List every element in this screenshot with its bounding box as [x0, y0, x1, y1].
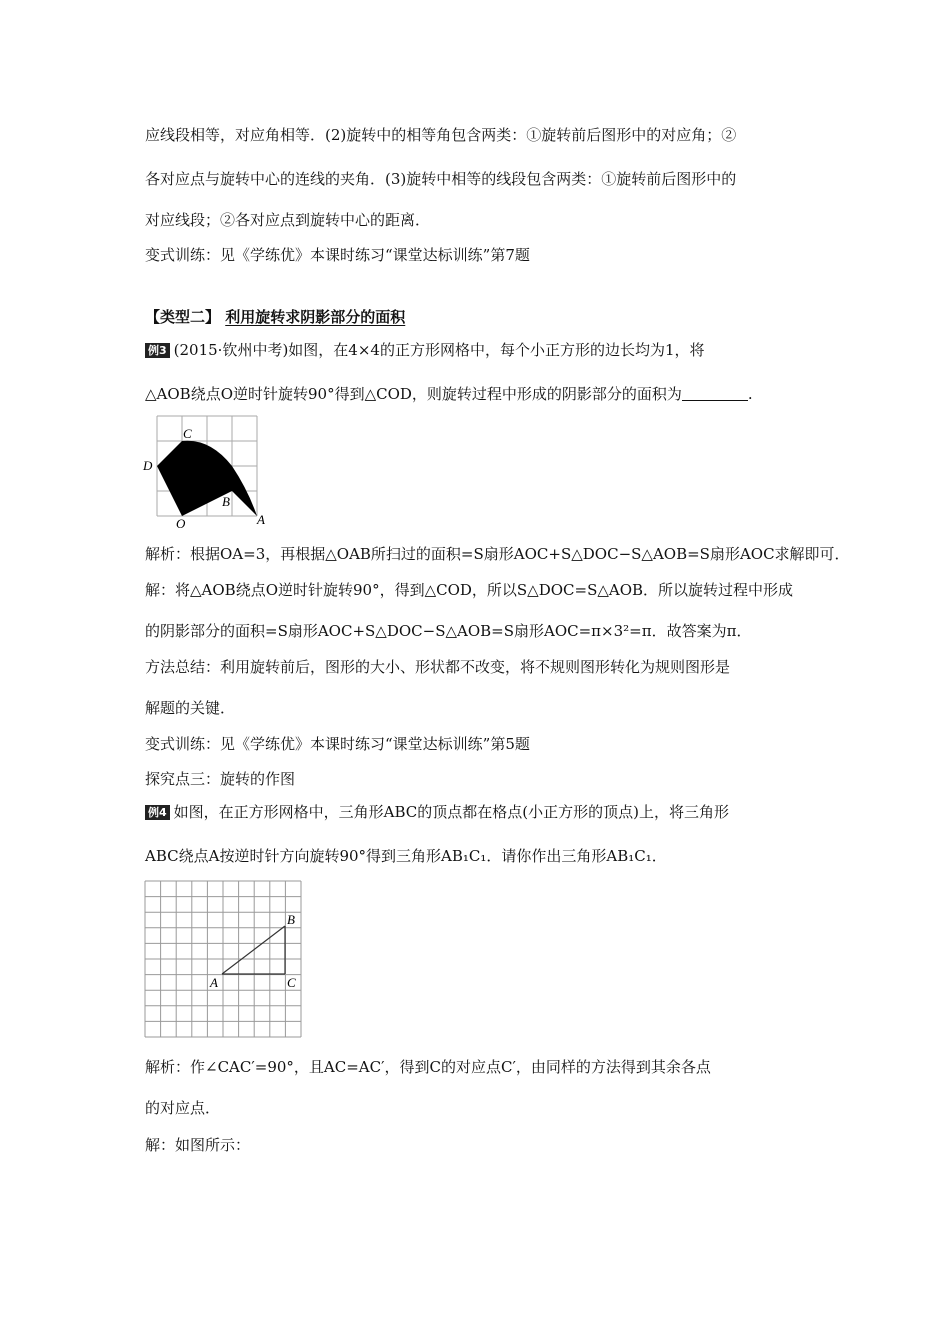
- example-badge: 例3: [145, 343, 170, 358]
- grid-lines: [145, 881, 301, 1037]
- label-a: A: [257, 512, 265, 527]
- text-line: 各对应点与旋转中心的连线的夹角．(3)旋转中相等的线段包含两类：①旋转前后图形中的: [145, 170, 737, 188]
- answer-blank: [682, 386, 748, 401]
- figure-grid-triangle: [144, 880, 302, 1040]
- label-o: O: [176, 516, 186, 531]
- example-4-line-1: [145, 802, 729, 822]
- summary-line: 方法总结：利用旋转前后，图形的大小、形状都不改变，将不规则图形转化为规则图形是: [145, 658, 731, 676]
- example-text: 如图，在正方形网格中，三角形ABC的顶点都在格点(小正方形的顶点)上，将三角形: [173, 803, 729, 821]
- example-4-line-2: ABC绕点A按逆时针方向旋转90°得到三角形AB₁C₁．请你作出三角形AB₁C₁．: [145, 847, 667, 865]
- label-c: C: [287, 975, 296, 990]
- period: .: [747, 385, 753, 403]
- triangle-abc: [222, 926, 285, 974]
- figure-rotation-shaded: [140, 410, 290, 532]
- section-title: 探究点三：旋转的作图: [145, 770, 296, 788]
- example-3-line-2: [145, 384, 753, 404]
- example-3-line-1: [145, 340, 705, 360]
- solution-line: 解：将△AOB绕点O逆时针旋转90°，得到△COD，所以S△DOC=S△AOB．所以旋转过程中形成: [145, 581, 794, 599]
- label-a: A: [210, 975, 218, 990]
- label-b: B: [287, 912, 295, 927]
- analysis-line: 的对应点．: [145, 1099, 221, 1117]
- text-line: 变式训练：见《学练优》本课时练习“课堂达标训练”第7题: [145, 246, 530, 264]
- example-text: △AOB绕点O逆时针旋转90°得到△COD，则旋转过程中形成的阴影部分的面积为: [145, 385, 682, 403]
- example-badge: 例4: [145, 805, 170, 820]
- analysis-line: 解析：根据OA=3，再根据△OAB所扫过的面积=S扇形AOC+S△DOC−S△AOB=S扇形AOC求解即可．: [145, 545, 850, 563]
- solution-line: 的阴影部分的面积=S扇形AOC+S△DOC−S△AOB=S扇形AOC=π×3²=π．故答案为π．: [145, 622, 752, 640]
- summary-line: 解题的关键．: [145, 699, 236, 717]
- analysis-line: 解析：作∠CAC′=90°，且AC=AC′，得到C的对应点C′，由同样的方法得到其余各点: [145, 1058, 711, 1076]
- solution-line: 解：如图所示：: [145, 1136, 251, 1154]
- label-c: C: [183, 426, 192, 441]
- text-line: 对应线段；②各对应点到旋转中心的距离．: [145, 211, 431, 229]
- type-tag: 【类型二】: [145, 308, 221, 326]
- section-heading: [145, 307, 405, 327]
- label-d: D: [143, 458, 153, 473]
- text-line: 应线段相等，对应角相等．(2)旋转中的相等角包含两类：①旋转前后图形中的对应角；②: [145, 126, 737, 144]
- label-b: B: [222, 494, 230, 509]
- exercise-line: 变式训练：见《学练优》本课时练习“课堂达标训练”第5题: [145, 735, 530, 753]
- example-text: (2015·钦州中考)如图，在4×4的正方形网格中，每个小正方形的边长均为1，将: [173, 341, 705, 359]
- section-title: 利用旋转求阴影部分的面积: [225, 308, 406, 326]
